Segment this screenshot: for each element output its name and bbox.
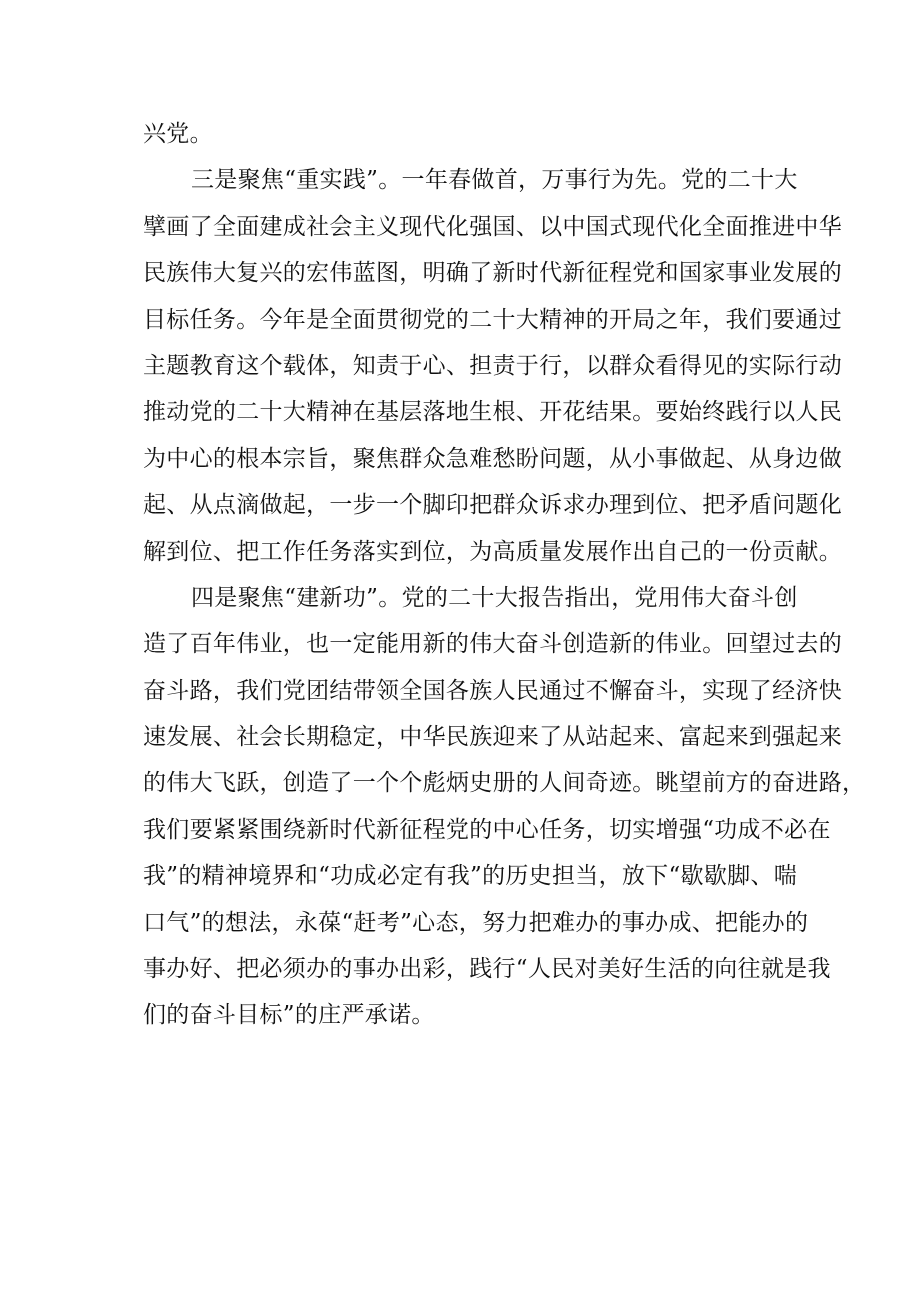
text-line: 解到位、把工作任务落实到位，为高质量发展作出自己的一份贡献。	[143, 538, 842, 565]
text-line: 事办好、把必须办的事办出彩，践行“人民对美好生活的向往就是我	[143, 956, 831, 983]
text-line: 民族伟大复兴的宏伟蓝图，明确了新时代新征程党和国家事业发展的	[143, 260, 842, 287]
text-line: 的伟大飞跃，创造了一个个彪炳史册的人间奇迹。眺望前方的奋进路，	[143, 770, 866, 797]
text-line: 我”的精神境界和“功成必定有我”的历史担当，放下“歇歇脚、喘	[143, 863, 798, 890]
text-line: 起、从点滴做起，一步一个脚印把群众诉求办理到位、把矛盾问题化	[143, 492, 842, 519]
paragraph-practice	[143, 157, 842, 575]
text-line: 擘画了全面建成社会主义现代化强国、以中国式现代化全面推进中华	[143, 213, 842, 240]
text-line: 我们要紧紧围绕新时代新征程党的中心任务，切实增强“功成不必在	[143, 816, 831, 843]
paragraph-continuation	[143, 111, 793, 157]
text-line: 主题教育这个载体，知责于心、担责于行，以群众看得见的实际行动	[143, 352, 842, 379]
text-line: 速发展、社会长期稳定，中华民族迎来了从站起来、富起来到强起来	[143, 724, 842, 751]
paragraph-new-achievements	[143, 575, 866, 1039]
text-line: 兴党。	[143, 121, 213, 147]
text-line: 口气”的想法，永葆“赶考”心态，努力把难办的事办成、把能办的	[143, 909, 809, 936]
text-line: 造了百年伟业，也一定能用新的伟大奋斗创造新的伟业。回望过去的	[143, 631, 842, 658]
text-line: 奋斗路，我们党团结带领全国各族人民通过不懈奋斗，实现了经济快	[143, 677, 842, 704]
text-line: 目标任务。今年是全面贯彻党的二十大精神的开局之年，我们要通过	[143, 306, 842, 333]
text-line: 四是聚焦“建新功”。党的二十大报告指出，党用伟大奋斗创	[191, 584, 798, 611]
text-line: 推动党的二十大精神在基层落地生根、开花结果。要始终践行以人民	[143, 399, 842, 426]
document-body	[143, 111, 866, 1039]
text-line: 为中心的根本宗旨，聚焦群众急难愁盼问题，从小事做起、从身边做	[143, 445, 842, 472]
text-line: 们的奋斗目标”的庄严承诺。	[143, 1002, 435, 1029]
text-line: 三是聚焦“重实践”。一年春做首，万事行为先。党的二十大	[191, 167, 798, 194]
